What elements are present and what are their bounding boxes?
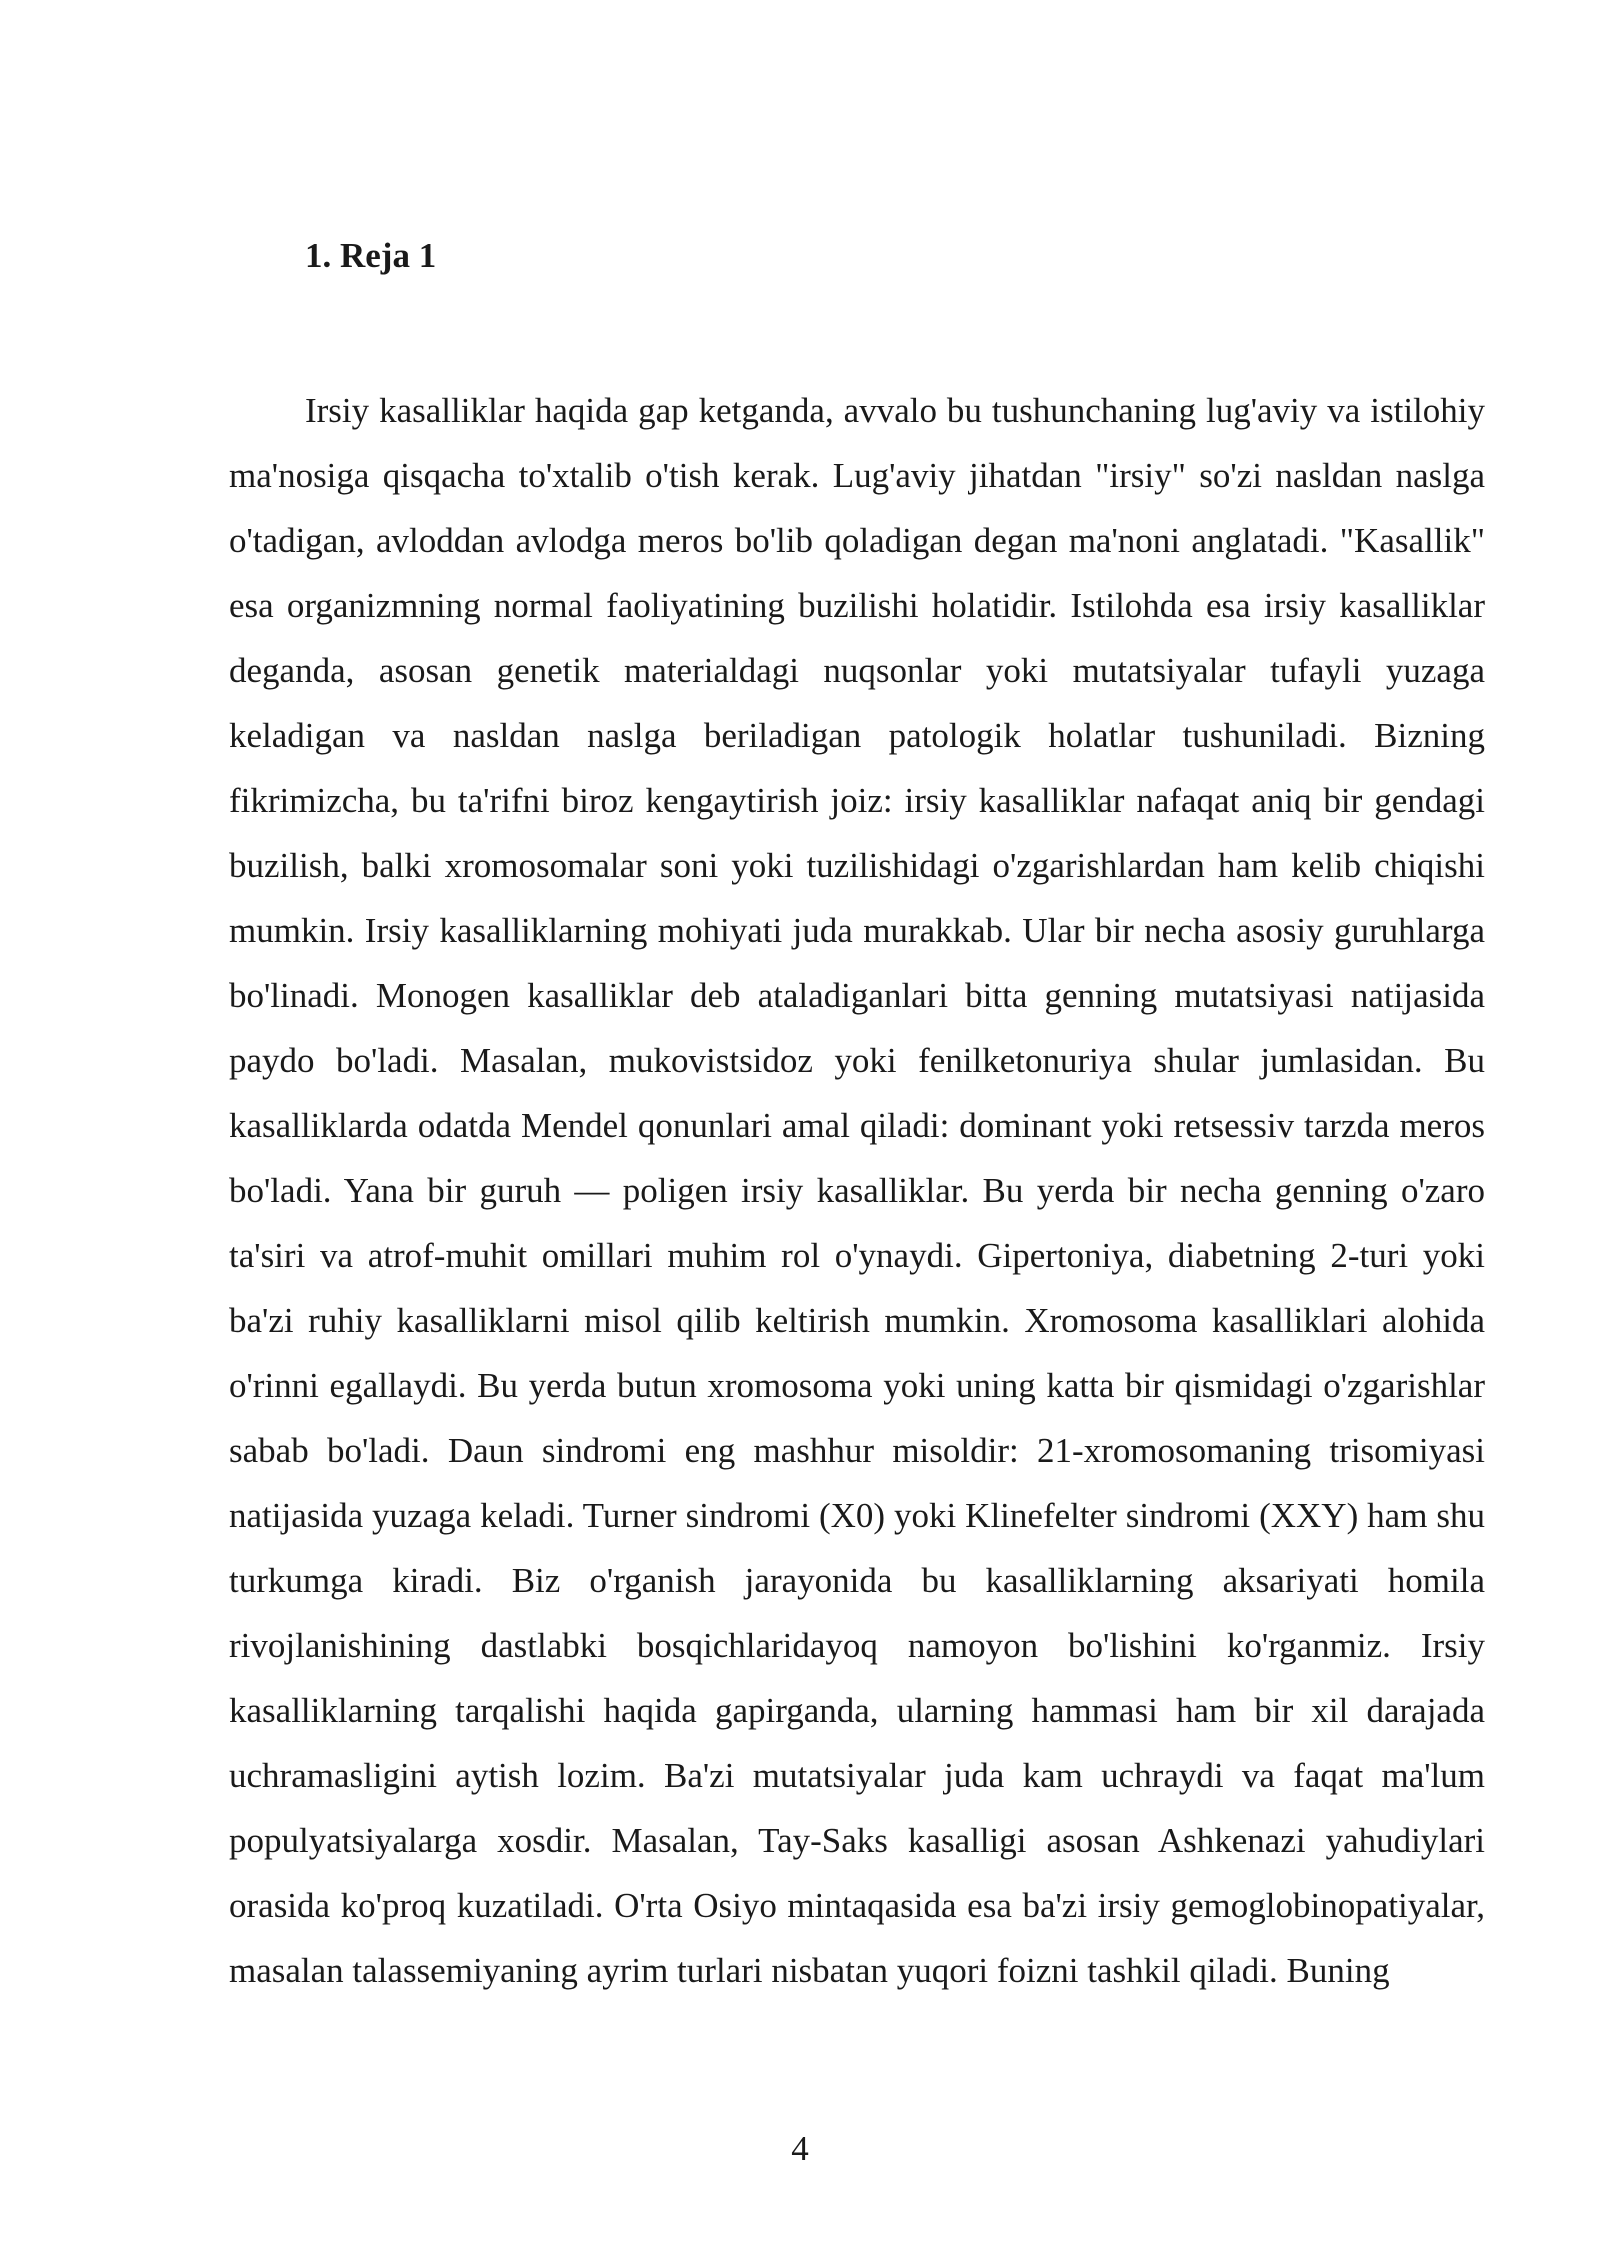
page-number: 4 — [791, 2129, 809, 2168]
body-paragraph: Irsiy kasalliklar haqida gap ketganda, avvalo bu tushunchaning lug'aviy va istilohiy ma'nosiga qisqacha to'xtalib o'tish kerak. Lug'aviy jihatdan "irsiy" so'zi nasldan naslga o'tadigan, avloddan avlodga meros bo'lib qoladigan degan ma'noni anglatadi. "Kasallik" esa organizmning normal faoliyatining buzilishi holatidir. Istilohda esa irsiy kasalliklar deganda, asosan genetik materialdagi nuqsonlar yoki mutatsiyalar tufayli yuzaga keladigan va nasldan naslga beriladigan patologik holatlar tushuniladi. Bizning fikrimizcha, bu ta'rifni biroz kengaytirish joiz: irsiy kasalliklar nafaqat aniq bir gendagi buzilish, balki xromosomalar soni yoki tuzilishidagi o'zgarishlardan ham kelib chiqishi mumkin. Irsiy kasalliklarning mohiyati juda murakkab. Ular bir necha asosiy guruhlarga bo'linadi. Monogen kasalliklar deb ataladiganlari bitta genning mutatsiyasi natijasida paydo bo'ladi. Masalan, mukovistsidoz yoki fenilketonuriya shular jumlasidan. Bu kasalliklarda odatda Mendel qonunlari amal qiladi: dominant yoki retsessiv tarzda meros bo'ladi. Yana bir guruh — poligen irsiy kasalliklar. Bu yerda bir necha genning o'zaro ta'siri va atrof-muhit omillari muhim rol o'ynaydi. Gipertoniya, diabetning 2-turi yoki ba'zi ruhiy kasalliklarni misol qilib keltirish mumkin. Xromosoma kasalliklari alohida o'rinni egallaydi. Bu yerda butun xromosoma yoki uning katta bir qismidagi o'zgarishlar sabab bo'ladi. Daun sindromi eng mashhur misoldir: 21-xromosomaning trisomiyasi natijasida yuzaga keladi. Turner sindromi (X0) yoki Klinefelter sindromi (XXY) ham shu turkumga kiradi. Biz o'rganish jarayonida bu kasalliklarning aksariyati homila rivojlanishining dastlabki bosqichlaridayoq namoyon bo'lishini ko'rganmiz. Irsiy kasalliklarning tarqalishi haqida gapirganda, ularning hammasi ham bir xil darajada uchramasligini aytish lozim. Ba'zi mutatsiyalar juda kam uchraydi va faqat ma'lum populyatsiyalarga xosdir. Masalan, Tay-Saks kasalligi asosan Ashkenazi yahudiylari orasida ko'proq kuzatiladi. O'rta Osiyo mintaqasida esa ba'zi irsiy gemoglobinopatiyalar, masalan talassemiyaning ayrim turlari nisbatan yuqori foizni tashkil qiladi. Buning — [229, 391, 1485, 1990]
section-heading: 1. Reja 1 — [305, 236, 437, 275]
